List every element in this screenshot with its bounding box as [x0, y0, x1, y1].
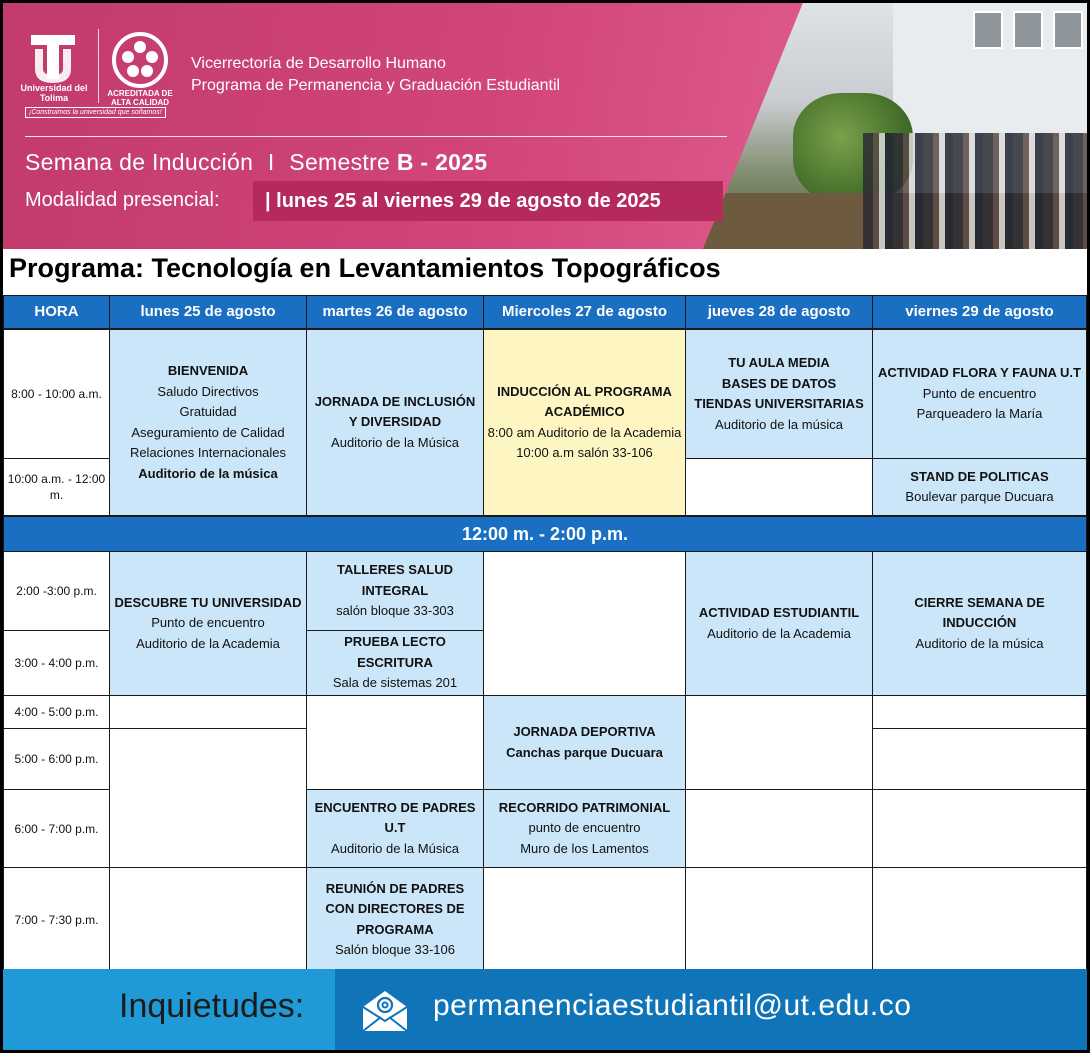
event-location: Auditorio de la Música [331, 840, 459, 856]
modalidad-label: Modalidad presencial: [25, 189, 220, 211]
empty-cell [483, 551, 686, 696]
hour-6-7: 6:00 - 7:00 p.m. [3, 789, 110, 868]
event-title: ACTIVIDAD FLORA Y FAUNA U.T [878, 365, 1081, 381]
empty-cell [685, 458, 873, 516]
window [973, 11, 1003, 49]
poster [3, 3, 1087, 1050]
event-title: TIENDAS UNIVERSITARIAS [694, 396, 864, 411]
friday-morning-event [872, 329, 1087, 459]
event-title: BIENVENIDA [167, 363, 249, 378]
semana-title [25, 149, 487, 176]
tuesday-3pm-event [306, 630, 484, 696]
tuesday-morning-event [306, 329, 484, 516]
wednesday-morning-event [483, 329, 686, 516]
event-line: Punto de encuentro [922, 385, 1037, 401]
event-location: Sala de sistemas 201 [332, 675, 458, 691]
event-location: Auditorio de la música [915, 635, 1044, 651]
header-hora: HORA [3, 295, 110, 329]
event-title: STAND DE POLITICAS [910, 468, 1049, 484]
empty-cell [109, 728, 307, 868]
event-location: salón bloque 33-303 [336, 603, 454, 619]
event-line: Aseguramiento de Calidad [131, 424, 285, 440]
header-divider [25, 136, 727, 137]
hour-4-5: 4:00 - 5:00 p.m. [3, 695, 110, 729]
logo-divider [98, 29, 99, 103]
tuesday-6pm-event [306, 789, 484, 868]
event-title: CIERRE SEMANA DE INDUCCIÓN [914, 594, 1045, 631]
event-title: REUNIÓN DE PADRES CON DIRECTORES DE PROGRAMA [325, 880, 465, 937]
event-title: ENCUENTRO DE PADRES U.T [314, 799, 476, 836]
event-title: ACTIVIDAD ESTUDIANTIL [698, 605, 860, 620]
contact-email-link[interactable]: permanenciaestudiantil@ut.edu.co [433, 989, 912, 1022]
window [1013, 11, 1043, 49]
event-location: Auditorio de la Academia [136, 635, 280, 651]
wednesday-sport-event [483, 695, 686, 790]
header-tuesday: martes 26 de agosto [306, 295, 484, 329]
program-title: Programa: Tecnología en Levantamientos Topográficos [9, 253, 721, 283]
footer [3, 969, 1087, 1050]
schedule-table [3, 295, 1087, 967]
event-line: Saludo Directivos [157, 383, 259, 399]
lunch-break: 12:00 m. - 2:00 p.m. [3, 516, 1087, 552]
event-line: punto de encuentro [528, 820, 641, 836]
empty-cell [109, 867, 307, 972]
empty-cell [872, 867, 1087, 972]
event-title: JORNADA DEPORTIVA [513, 724, 656, 739]
monday-morning-event [109, 329, 307, 516]
wednesday-6pm-event [483, 789, 686, 868]
event-location: Parqueadero la María [916, 406, 1043, 422]
friday-late-morning-event [872, 458, 1087, 516]
event-title: INDUCCIÓN AL PROGRAMA ACADÉMICO [497, 383, 672, 419]
event-line: Gratuidad [179, 404, 237, 419]
empty-cell [685, 867, 873, 972]
tuesday-2pm-event [306, 551, 484, 631]
event-title: RECORRIDO PATRIMONIAL [498, 799, 671, 815]
header-friday: viernes 29 de agosto [872, 295, 1087, 329]
tuesday-7pm-event [306, 867, 484, 972]
event-location: Auditorio de la Música [331, 434, 459, 450]
header-monday: lunes 25 de agosto [109, 295, 307, 329]
window [1053, 11, 1083, 49]
thursday-afternoon-event [685, 551, 873, 696]
semana-separator: I [267, 149, 275, 175]
empty-cell [872, 789, 1087, 868]
hour-10-12: 10:00 a.m. - 12:00 m. [3, 458, 110, 516]
ut-logo-icon [25, 29, 81, 85]
slogan: ¡Construimos la universidad que soñamos! [25, 107, 166, 118]
students-crowd [863, 133, 1087, 249]
event-title: TALLERES SALUD INTEGRAL [336, 562, 454, 598]
accreditation-text: ACREDITADA DE ALTA CALIDAD [107, 89, 173, 107]
inquietudes-label: Inquietudes: [119, 987, 305, 1025]
semana-prefix: Semana de Inducción [25, 149, 254, 175]
empty-cell [483, 867, 686, 972]
event-location: Auditorio de la Academia [707, 625, 851, 641]
event-title: TU AULA MEDIA [728, 355, 830, 370]
hour-7-730: 7:00 - 7:30 p.m. [3, 867, 110, 972]
header-banner [3, 3, 1087, 249]
vice-line1: Vicerrectoría de Desarrollo Humano [191, 55, 446, 72]
event-title: JORNADA DE INCLUSIÓN Y DIVERSIDAD [314, 393, 476, 430]
hour-3-4: 3:00 - 4:00 p.m. [3, 630, 110, 696]
event-title: PRUEBA LECTO ESCRITURA [344, 634, 446, 670]
event-line: 10:00 a.m salón 33-106 [516, 445, 653, 460]
vicerrectoria-text [191, 53, 560, 97]
hour-2-3: 2:00 -3:00 p.m. [3, 551, 110, 631]
ut-logo-text: Universidad del Tolima [20, 83, 88, 103]
empty-cell [685, 695, 873, 790]
monday-afternoon-event [109, 551, 307, 696]
email-icon [361, 989, 409, 1033]
hour-8-10: 8:00 - 10:00 a.m. [3, 329, 110, 459]
event-line: 8:00 am Auditorio de la Academia [487, 424, 682, 440]
semana-sem: Semestre [289, 149, 391, 175]
vice-line2: Programa de Permanencia y Graduación Estudiantil [191, 77, 561, 94]
empty-cell [109, 695, 307, 729]
hour-5-6: 5:00 - 6:00 p.m. [3, 728, 110, 790]
empty-cell [872, 695, 1087, 729]
event-location: Boulevar parque Ducuara [905, 489, 1054, 504]
empty-cell [306, 695, 484, 790]
event-location: Salón bloque 33-106 [335, 942, 455, 957]
event-location: Muro de los Lamentos [520, 840, 649, 856]
thursday-morning-event [685, 329, 873, 459]
friday-afternoon-event [872, 551, 1087, 696]
event-location: Canchas parque Ducuara [506, 744, 663, 760]
event-location: Auditorio de la música [138, 465, 278, 481]
header-wednesday: Miercoles 27 de agosto [483, 295, 686, 329]
campus-photo [703, 3, 1087, 249]
date-range: | lunes 25 al viernes 29 de agosto de 2025 [253, 181, 723, 221]
event-line: Punto de encuentro [151, 615, 265, 631]
accreditation-seal-icon [111, 31, 169, 89]
event-line: Relaciones Internacionales [129, 445, 287, 460]
event-title: BASES DE DATOS [721, 375, 837, 391]
event-title: DESCUBRE TU UNIVERSIDAD [114, 594, 302, 610]
semana-b: B - 2025 [396, 149, 488, 175]
empty-cell [685, 789, 873, 868]
header-thursday: jueves 28 de agosto [685, 295, 873, 329]
empty-cell [872, 728, 1087, 790]
event-location: Auditorio de la música [715, 416, 843, 432]
